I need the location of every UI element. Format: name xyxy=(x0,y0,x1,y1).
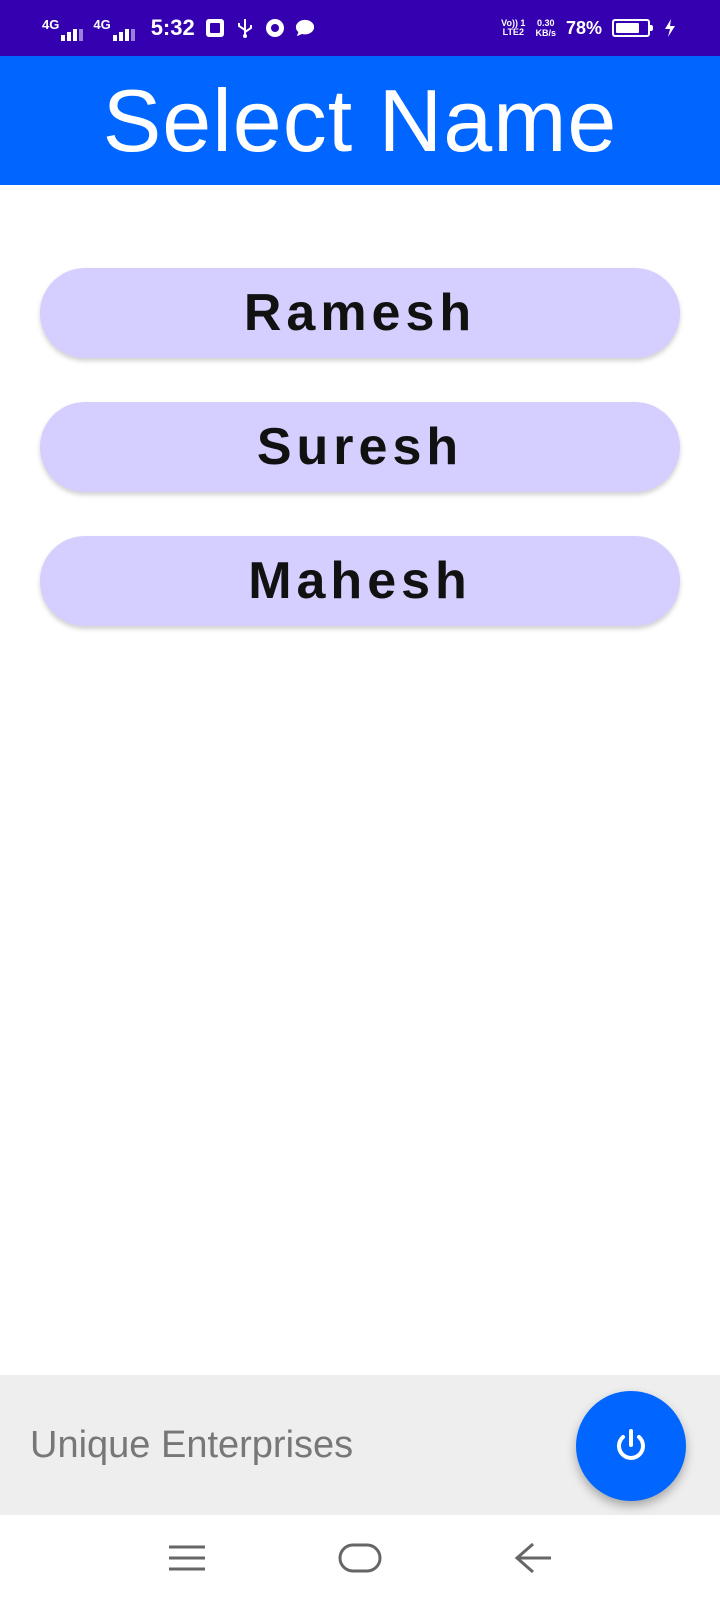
status-left xyxy=(42,15,315,41)
clock: 5:32 xyxy=(150,15,195,40)
name-button-mahesh[interactable]: Mahesh xyxy=(40,536,680,626)
signal-icon xyxy=(93,15,134,41)
message-icon xyxy=(295,18,315,38)
battery-percent: 78% xyxy=(565,17,602,38)
menu-button[interactable] xyxy=(157,1533,217,1583)
home-button[interactable] xyxy=(330,1533,390,1583)
status-bar xyxy=(0,0,720,56)
network-type-1: 4G xyxy=(42,17,60,32)
status-right xyxy=(501,18,680,39)
back-button[interactable] xyxy=(503,1533,563,1583)
sim-icon xyxy=(205,18,225,38)
company-name: Unique Enterprises xyxy=(30,1423,354,1466)
usb-icon xyxy=(235,18,255,38)
name-button-ramesh[interactable]: Ramesh xyxy=(40,268,680,358)
name-button-suresh[interactable]: Suresh xyxy=(40,402,680,492)
page-title: Select Name xyxy=(102,70,618,170)
navigation-bar xyxy=(0,1515,720,1600)
signal-icon xyxy=(42,15,83,41)
home-icon xyxy=(337,1541,383,1575)
battery-icon xyxy=(612,19,650,37)
charging-icon xyxy=(660,18,680,38)
name-list xyxy=(40,268,680,626)
network-type-2: 4G xyxy=(93,17,111,32)
data-speed: 0.30 KB/s xyxy=(535,18,556,38)
app-header xyxy=(0,56,720,185)
power-button[interactable] xyxy=(576,1391,686,1501)
jio-icon xyxy=(265,18,285,38)
menu-icon xyxy=(167,1543,207,1573)
volte-indicator: Vo)) 1 LTE2 xyxy=(501,18,526,37)
power-icon xyxy=(611,1426,651,1466)
back-icon xyxy=(513,1541,553,1575)
